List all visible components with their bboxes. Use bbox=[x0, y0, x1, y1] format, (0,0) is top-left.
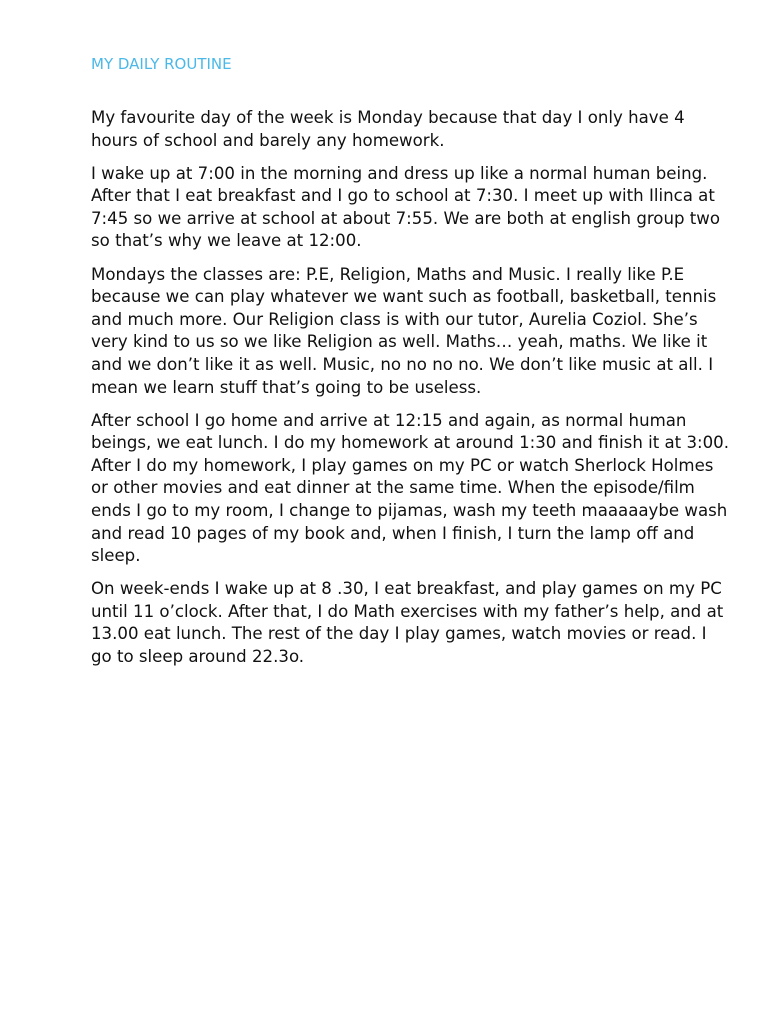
paragraph-weekends: On week-ends I wake up at 8 .30, I eat breakfast, and play games on my PC until 11 o’clock. After that, I do Math exercises with my father’s help, and at 13.00 eat lunch. The rest of the day I play games, watch movies or read. I go to sleep around 22.3o. bbox=[91, 579, 724, 667]
document-body bbox=[91, 107, 731, 679]
document-title: MY DAILY ROUTINE bbox=[91, 55, 232, 73]
paragraph-classes: Mondays the classes are: P.E, Religion, Maths and Music. I really like P.E because we can play whatever we want such as football, basketball, tennis and much more. Our Religion class is with our tutor, Aurelia Coziol. She’s very kind to us so we like Religion as well. Maths… yeah, maths. We like it and we don’t like it as well. Music, no no no no. We don’t like music at all. I mean we learn stuff that’s going to be useless. bbox=[91, 264, 717, 397]
paragraph-morning: I wake up at 7:00 in the morning and dress up like a normal human being. After that I eat breakfast and I go to school at 7:30. I meet up with Ilinca at 7:45 so we arrive at school at about 7:55. We are both at english group two so that’s why we leave at 12:00. bbox=[91, 163, 721, 251]
paragraph-afternoon: After school I go home and arrive at 12:15 and again, as normal human beings, we eat lunch. I do my homework at around 1:30 and finish it at 3:00. After I do my homework, I play games on my PC or watch Sherlock Holmes or other movies and eat dinner at the same time. When the episode/film ends I go to my room, I change to pijamas, wash my teeth maaaaaybe wash and read 10 pages of my book and, when I finish, I turn the lamp off and sleep. bbox=[91, 410, 730, 566]
paragraph-intro: My favourite day of the week is Monday because that day I only have 4 hours of school and barely any homework. bbox=[91, 108, 685, 150]
